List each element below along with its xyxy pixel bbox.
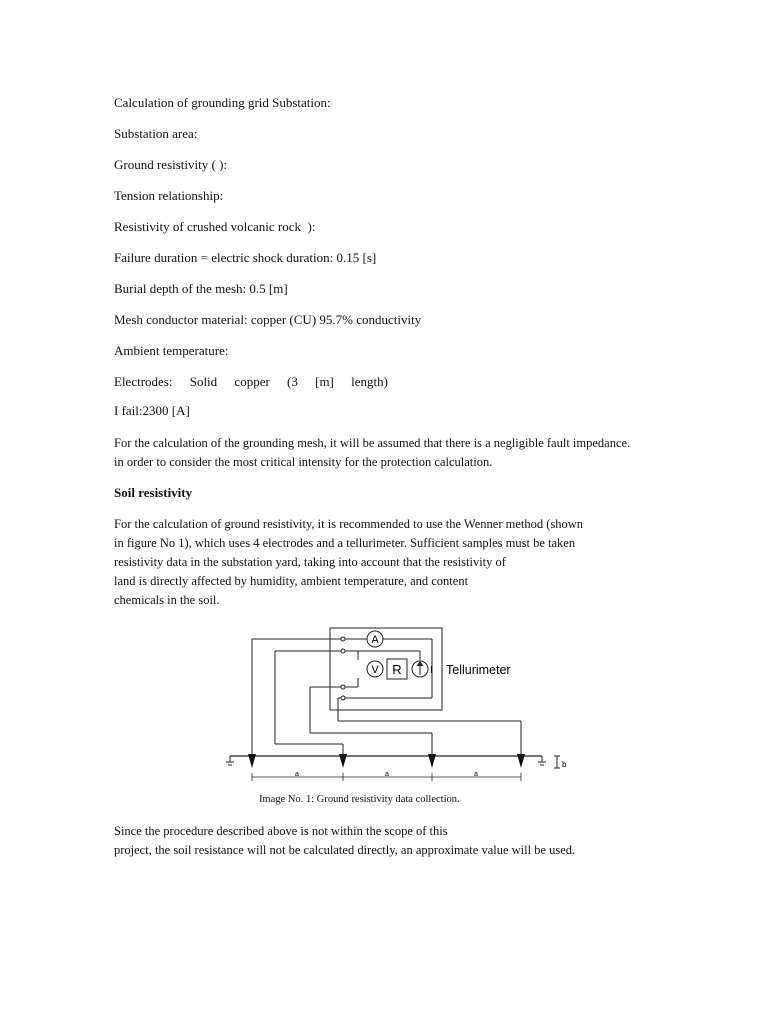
param-conductor-material: Mesh conductor material: copper (CU) 95.7% conductivity [114, 312, 422, 327]
current-label: I [430, 665, 433, 676]
document-title: Calculation of grounding grid Substation: [114, 95, 331, 110]
soil-paragraph-line: land is directly affected by humidity, ambient temperature, and content [114, 574, 469, 588]
electrodes-word: (3 [287, 374, 298, 389]
electrode-icon [428, 754, 436, 768]
voltmeter-label: V [371, 664, 379, 676]
ammeter-label: A [371, 634, 379, 646]
soil-paragraph-line: resistivity data in the substation yard, taking into account that the resistivity of [114, 555, 506, 569]
resistor-label: R [392, 662, 402, 677]
param-failure-duration: Failure duration = electric shock duration: 0.15 [s] [114, 250, 377, 265]
param-burial-depth: Burial depth of the mesh: 0.5 [m] [114, 281, 288, 296]
electrode-icon [248, 754, 256, 768]
tellurimeter-label: Tellurimeter [446, 663, 511, 677]
param-ground-resistivity: Ground resistivity ( ): [114, 157, 228, 172]
fault-paragraph-line: For the calculation of the grounding mesh, it will be assumed that there is a negligible fault impedance. [114, 436, 631, 450]
param-crushed-rock-resistivity: Resistivity of crushed volcanic rock ): [114, 219, 316, 234]
terminal [341, 696, 345, 700]
terminal [341, 685, 345, 689]
electrodes-word: length) [351, 374, 388, 389]
figure-caption: Image No. 1: Ground resistivity data collection. [259, 794, 460, 805]
electrodes-word: Solid [189, 374, 218, 389]
electrodes-word: copper [234, 374, 270, 389]
param-fault-current: I fail:2300 [A] [114, 403, 190, 418]
terminal [341, 637, 345, 641]
spacing-label: a [295, 771, 299, 778]
closing-paragraph-line: Since the procedure described above is not within the scope of this [114, 824, 448, 838]
terminal [341, 649, 345, 653]
param-ambient-temperature: Ambient temperature: [114, 343, 229, 358]
electrode-icon [339, 754, 347, 768]
electrodes-word: [m] [315, 374, 334, 389]
param-substation-area: Substation area: [114, 126, 198, 141]
soil-paragraph-line: For the calculation of ground resistivity, it is recommended to use the Wenner method (shown [114, 517, 584, 531]
electrodes-word: Electrodes: [114, 374, 173, 389]
param-electrodes [114, 374, 388, 390]
wenner-method-diagram [220, 622, 570, 784]
spacing-label: a [474, 771, 478, 778]
electrode-icon [517, 754, 525, 768]
section-heading-soil-resistivity: Soil resistivity [114, 485, 193, 500]
soil-paragraph-line: chemicals in the soil. [114, 593, 220, 607]
soil-paragraph-line: in figure No 1), which uses 4 electrodes and a tellurimeter. Sufficient samples must be taken [114, 536, 576, 550]
param-tension-relationship: Tension relationship: [114, 188, 224, 203]
closing-paragraph-line: project, the soil resistance will not be calculated directly, an approximate value will be used. [114, 843, 576, 857]
spacing-label: a [385, 771, 389, 778]
depth-label: b [562, 760, 567, 769]
fault-paragraph-line: in order to consider the most critical intensity for the protection calculation. [114, 455, 493, 469]
